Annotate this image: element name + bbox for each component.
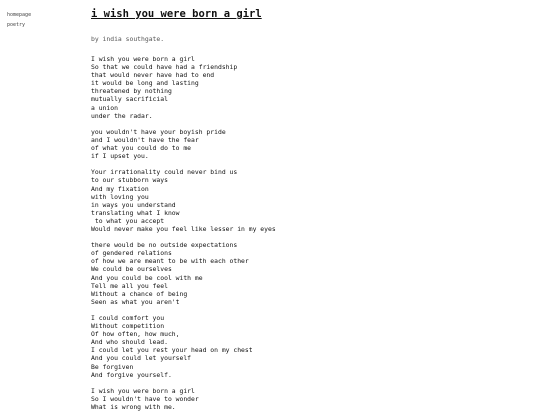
sidebar-item-poetry[interactable]: poetry [7, 22, 26, 28]
poem-stanza [91, 55, 511, 120]
poem-line: I wish you were born a girl [91, 386, 195, 395]
poem-line: it would be long and lasting [91, 79, 199, 88]
poem-line: in ways you understand [91, 200, 176, 209]
poem-line: you wouldn't have your boyish pride [91, 127, 226, 136]
post-byline: by india southgate. [91, 35, 165, 43]
poem-line: I could let you rest your head on my chest [91, 346, 253, 355]
poem-line: mutually sacrificial [91, 95, 168, 104]
poem-line: to what you accept [91, 216, 165, 225]
poem-line: of gendered relations [91, 249, 172, 258]
poem-line: threatened by nothing [91, 87, 172, 96]
poem-body [91, 55, 511, 411]
poem-line: And who should lead. [91, 338, 168, 347]
poem-stanza [91, 387, 511, 411]
poem-line: Would never make you feel like lesser in my eyes [91, 224, 276, 233]
poem-line: if I upset you. [91, 152, 149, 161]
poem-line: Of how often, how much, [91, 330, 180, 339]
poem-line: of what you could do to me [91, 144, 192, 153]
poem-line: Without a chance of being [91, 289, 188, 298]
poem-line: What is wrong with me. [91, 403, 176, 412]
sidebar-nav [7, 10, 77, 30]
poem-line: Your irrationality could never bind us [91, 168, 238, 177]
poem-line: We could be ourselves [91, 265, 172, 274]
poem-line: And you could let yourself [91, 354, 192, 363]
poem-line: and I wouldn't have the fear [91, 135, 199, 144]
poem-line: Tell me all you feel [91, 281, 168, 290]
poem-line: I wish you were born a girl [91, 55, 195, 63]
poem-line: So I wouldn't have to wonder [91, 394, 199, 403]
poem-stanza [91, 241, 511, 306]
poem-line: under the radar. [91, 111, 153, 120]
poem-line: Be forgiven [91, 362, 134, 371]
poem-line: And my fixation [91, 184, 149, 193]
poem-line: Without competition [91, 322, 165, 331]
poem-line: of how we are meant to be with each other [91, 257, 249, 266]
poem-line: translating what I know [91, 208, 180, 217]
poem-line: there would be no outside expectations [91, 241, 238, 250]
poem-line: I could comfort you [91, 314, 165, 322]
poem-line: with loving you [91, 192, 149, 201]
post-title: i wish you were born a girl [91, 8, 262, 20]
sidebar-item-homepage[interactable]: homepage [7, 12, 32, 18]
poem-line: to our stubborn ways [91, 176, 168, 185]
poem-stanza [91, 168, 511, 233]
poem-line: And you could be cool with me [91, 273, 203, 282]
post-content [91, 8, 511, 419]
poem-line: that would never have had to end [91, 71, 215, 80]
poem-stanza [91, 314, 511, 379]
poem-line: Seen as what you aren't [91, 297, 180, 306]
poem-line: So that we could have had a friendship [91, 63, 238, 72]
poem-line: And forgive yourself. [91, 370, 172, 379]
poem-stanza [91, 128, 511, 160]
poem-line: a union [91, 103, 118, 112]
